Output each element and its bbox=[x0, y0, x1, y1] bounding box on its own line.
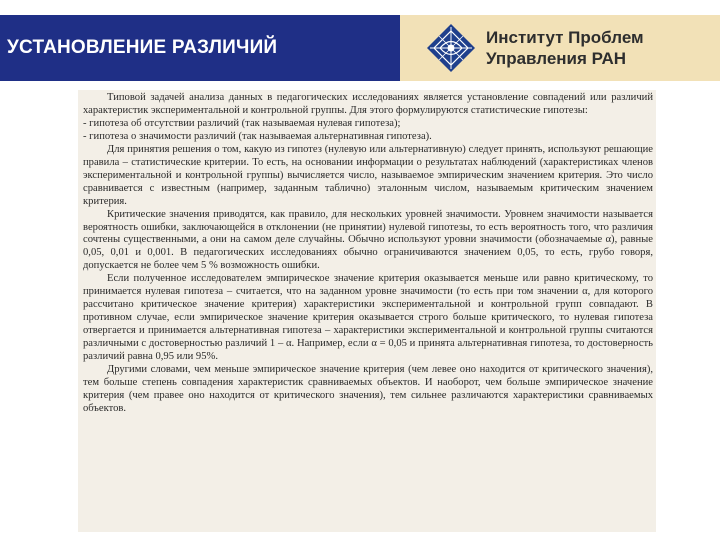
paragraph-2: Для принятия решения о том, какую из гипотез (нулевую или альтернативную) следует принять, используют решающие правила – статистические критерии. То есть, на основании информации о результатах наблюдений (характеристиках членов экспериментальной и контрольной группы) вычисляется число, называемое эмпирическим значением критерия. Это число сравнивается с известным (например, заданным таблично) эталонным числом, называемым критическим значением критерия. bbox=[83, 143, 653, 207]
paragraph-3: Критические значения приводятся, как правило, для нескольких уровней значимости. Уровнем значимости называется вероятность ошибки, заключающейся в отклонении (не принятии) нулевой гипотезы, то есть вероятность того, что различия сочтены существенными, а они на самом деле случайны. Обычно используют уровни значимости (обозначаемые α), равные 0,05, 0,01 и 0,001. В педагогических исследованиях обычно ограничиваются значением 0,05, то есть, грубо говоря, допускается не более чем 5 % возможность ошибки. bbox=[83, 208, 653, 272]
institute-name-line2: Управления РАН bbox=[486, 49, 627, 68]
institute-logo-band bbox=[400, 15, 720, 81]
title-band bbox=[0, 15, 400, 81]
institute-name-line1: Институт Проблем bbox=[486, 28, 644, 47]
institute-logo-icon bbox=[426, 23, 476, 73]
paragraph-5: Другими словами, чем меньше эмпирическое значение критерия (чем левее оно находится от критического значения), тем больше степень совпадения характеристик сравниваемых объектов. И наоборот, чем больше эмпирическое значение критерия (чем правее оно находится от критического значения), тем сильнее различаются характеристики сравниваемых объектов. bbox=[83, 364, 653, 414]
bullet-alternative-hypothesis: - гипотеза о значимости различий (так называемая альтернативная гипотеза). bbox=[83, 130, 432, 142]
slide-title: УСТАНОВЛЕНИЕ РАЗЛИЧИЙ bbox=[7, 37, 278, 58]
paragraph-4: Если полученное исследователем эмпирическое значение критерия оказывается меньше или равно критическому, то принимается нулевая гипотеза – считается, что на заданном уровне значимости (то есть при том значении α, для которого рассчитано критическое значение критерия) характеристики экспериментальной и контрольной групп совпадают. В противном случае, если эмпирическое значение критерия оказывается строго больше критического, то нулевая гипотеза отвергается и принимается альтернативная гипотеза – характеристики экспериментальной и контрольной группы считаются различными с достоверностью различий 1 – α. Например, если α = 0,05 и принята альтернативная гипотеза, то достоверность различий равна 0,95 или 95%. bbox=[83, 273, 653, 363]
slide-header bbox=[0, 0, 720, 84]
bullet-null-hypothesis: - гипотеза об отсутствии различий (так называемая нулевая гипотеза); bbox=[83, 117, 401, 129]
institute-name bbox=[486, 27, 644, 69]
paragraph-1: Типовой задачей анализа данных в педагогических исследованиях является установление совпадений или различий характеристик экспериментальной и контрольной группы. Для этого формулируются статистические гипотезы: bbox=[83, 92, 653, 116]
body-text bbox=[83, 92, 653, 416]
